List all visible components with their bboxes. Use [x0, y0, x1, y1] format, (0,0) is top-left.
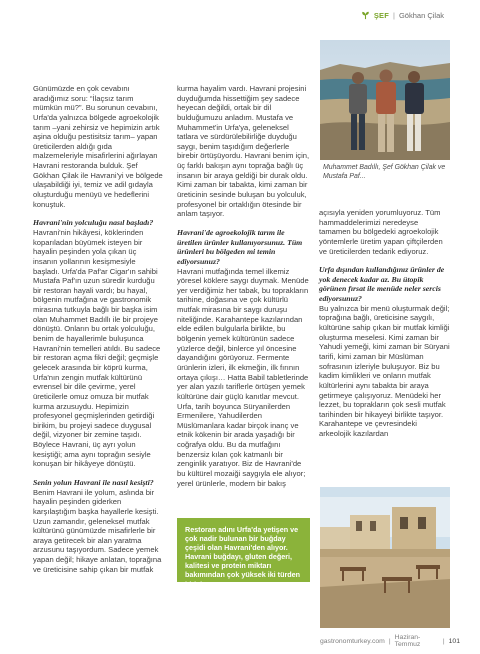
- question-heading: Urfa dışından kullandığınız ürünler de yok denecek kadar az. Bu ütopik görünen fırsat ile menüde neler sercis ediyorsunuz?: [319, 265, 445, 304]
- answer-paragraph: Havrani mutfağında temel ilkemiz yöresel köklere saygı duymak. Menüde yer verdiğimiz her tabak, bu toprakların tarihine, doğasına ve çok kültürlü mutfak mirasına bir saygı duruşu niteliğinde. Karahantepe kazılarından elde edilen bulgularla birlikte, bu bölgenin yemek kültürünün sadece yüzlerce değil, binlerce yıl öncesine dayandığını görüyoruz. Fermente ürünlerin izleri, ilk ekmeğin, ilk fırının ortaya çıkışı… Hatta Babil tabletlerinde yer alan yazılı tariflerle örtüşen yemek kültürüne dair güçlü kanıtlar mevcut. Urfa, tarih boyunca Süryanilerden Ermenilere, Yahudilerden Müslümanlara kadar birçok inanç ve etnik kökenin bir arada yaşadığı bir coğrafya oldu. Bu da mutfağını benzersiz kılan çok katmanlı bir zenginlik yaratıyor. Biz de Havrani'de bu kültürel mozaiği saygıyla ele alıyor; yerel ürünlerle, modern bir bakış: [177, 266, 309, 488]
- answer-paragraph: Bu yalnızca bir menü oluşturmak değil; toprağına bağlı, üreticisine saygılı, kültürüne sahip çıkan bir mutfak kimliği oluşturma meselesi. Kimi zaman bir Yahudi yemeği, kimi zaman bir Süryani tarifi, kimi zaman bir Müslüman sofrasının izleriyle buluşuyor. Biz bu kadim kimlikleri ve onların mutfak kültürlerini aynı tabakta bir araya getirmeye çalışıyoruz. Menüdeki her lezzet, bu toprakların çok sesli mutfak tarihinden bir hikayeyi birlikte taşıyor. Karahantepe ve çevresindeki arkeolojik kazılardan: [319, 303, 450, 439]
- text-column-2: [177, 84, 310, 488]
- page-number: 101: [448, 637, 460, 645]
- pull-quote: [177, 518, 310, 589]
- question-heading: Havrani'nin yolculuğu nasıl başladı?: [33, 218, 154, 228]
- answer-paragraph: kurma hayalim vardı. Havrani projesini duyduğumda hissettiğim şey sadece heyecan değildi, ortak bir dil bulduğumuzu anladım. Mustafa ve Muhammet'in Urfa'ya, geleneksel tatlara ve sürdürülebilirliğe duyduğu saygı, benim taşıdığım değerlerle birebir örtüşüyordu. Havrani benim için, üç farklı bakışın aynı toprağa bağlı üç insanın bir araya geldiği bir durak oldu. Kimi zaman bir tabakta, kimi zaman bir üreticinin sesinde buluşan bu yolculuk, profesyonel bir ortaklığın ötesinde bir anlam taşıyor.: [177, 84, 310, 219]
- photo-caption: Muhammet Badıllı, Şef Gökhan Çilak ve Mustafa Paf...: [323, 164, 446, 180]
- answer-paragraph: Benim Havrani ile yolum, aslında bir hayalin peşinden giderken karşılaştığım başka hayallerle kesişti. Uzun zamandır, geleneksel mutfak kültürünü günümüzde misafirlerle bir araya getirecek bir alan yaratma arzusunu taşıyordum. Sadece yemek yapan değil; hikaye anlatan, toprağına ve üreticisine sahip çıkan bir mutfak: [33, 487, 162, 574]
- section-label: ŞEF: [373, 10, 390, 20]
- answer-paragraph: açısıyla yeniden yorumluyoruz. Tüm hammaddelerimizi neredeyse tamamen bu bölgedeki agroekolojik yöntemlerle üretim yapan çiftçilerden ve üreticilerden tedarik ediyoruz.: [319, 208, 443, 256]
- question-heading: Havrani'de agroekolojik tarım ile üretilen ürünler kullanıyorsunuz. Tüm ürünleri bu bölgeden mi temin ediyorsunuz?: [177, 227, 303, 266]
- leaf-icon: [361, 11, 370, 20]
- terrace-photo: [320, 487, 450, 628]
- footer-separator: |: [388, 637, 391, 645]
- page-header: [361, 8, 444, 22]
- text-column-3: [319, 208, 450, 439]
- portrait-photo: [320, 40, 450, 160]
- intro-paragraph: Günümüzde en çok cevabını aradığımız soru: “İlaçsız tarım mümkün mü?”. Bu sorunun cevabını, Urfa'da yalnızca bölgede agroekolojik tarım –yani zehirsiz ve hepimizin artık aşina olduğu pestisitsiz tarım– yapan üreticilerden aldığı gıda malzemeleriyle misafirlerini ağırlayan Havrani restoranda bulduk. Şef Gökhan Çilak ile Havrani'yi ve bölgede ulaşabildiği iyi, temiz ve adil gıdayla oluşturduğu menüyü ve hedeflerini konuştuk.: [33, 84, 163, 209]
- text-column-1: [33, 84, 163, 574]
- question-heading: Senin yolun Havrani ile nasıl kesişti?: [33, 477, 154, 487]
- header-separator: |: [393, 10, 395, 20]
- author-name: Gökhan Çilak: [398, 10, 444, 20]
- footer-separator: |: [442, 637, 445, 645]
- pull-quote-text: Restoran adını Urfa'da yetişen ve çok nadir bulunan bir buğday çeşidi olan Havrani'den alıyor. Havrani buğdayı, gluten değeri, kalitesi ve protein miktarı bakımından çok yüksek iki türden birisi...: [185, 525, 301, 589]
- answer-paragraph: Havrani'nin hikâyesi, köklerinden koparıladan büyümek isteyen bir hayalin peşinden yola çıkan üç insanın yollarının kesişmesiyle başladı. Urfa'da Paf'ar Cigar'ın sahibi Mustafa Paf'ın uzun süredir kurduğu bir restoran hayali vardı; bu hayal, bölgenin mutfağına ve gastronomik mirasına tutkuyla bağlı bir başka isim olan Muhammet Badıllı ile bir projeye dönüştü. Onların bu ortak yolculuğu, benim de hayallerimle buluşunca Havrani'nin temelleri atıldı. Bu sadece bir restoran açma fikri değil; geçmişle gelecek arasında bir köprü kurma, Urfa'nın zengin mutfak kültürünü evrensel bir dile çevirme, yerel üreticilerle omuz omuza bir mutfak kurma arzusuydu. Hepimizin profesyonel geçmişlerinden getirdiği birikim, bu projeyi sadece duygusal değil, vizyoner bir zemine taşıdı. Böylece Havrani, üç ayrı yolun kesiştiği; ama aynı toprağın sesiyle konuşan bir hikâyeye dönüştü.: [33, 227, 161, 469]
- footer-site: gastronomturkey.com: [320, 637, 385, 645]
- footer-issue: Haziran-Temmuz: [394, 634, 421, 648]
- page-footer: [320, 634, 460, 648]
